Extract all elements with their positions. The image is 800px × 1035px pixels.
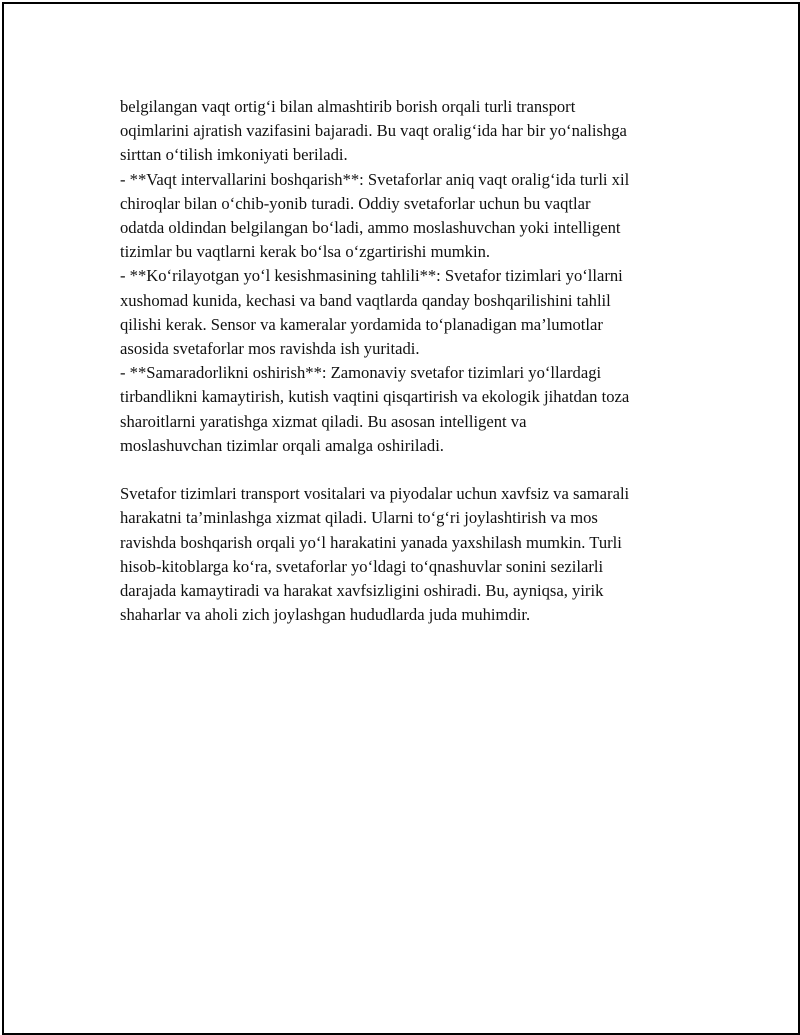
text-line: chiroqlar bilan o‘chib-yonib turadi. Oddiy svetaforlar uchun bu vaqtlar	[120, 193, 591, 213]
text-line: ravishda boshqarish orqali yo‘l harakatini yanada yaxshilash mumkin. Turli	[120, 532, 622, 552]
text-line: - **Ko‘rilayotgan yo‘l kesishmasining tahlili**: Svetafor tizimlari yo‘llarni	[120, 266, 623, 286]
text-line: tizimlar bu vaqtlarni kerak bo‘lsa o‘zgartirishi mumkin.	[120, 242, 491, 262]
document-body	[120, 95, 700, 627]
text-line: darajada kamaytiradi va harakat xavfsizligini oshiradi. Bu, ayniqsa, yirik	[120, 581, 604, 601]
text-line: qilishi kerak. Sensor va kameralar yordamida to‘planadigan ma’lumotlar	[120, 314, 603, 334]
paragraph-spacer	[120, 458, 700, 482]
document-page	[2, 2, 800, 1035]
text-line: asosida svetaforlar mos ravishda ish yuritadi.	[120, 339, 420, 359]
text-line: moslashuvchan tizimlar orqali amalga oshiriladi.	[120, 435, 444, 455]
text-line: oqimlarini ajratish vazifasini bajaradi. Bu vaqt oralig‘ida har bir yo‘nalishga	[120, 121, 627, 141]
text-line: Svetafor tizimlari transport vositalari va piyodalar uchun xavfsiz va samarali	[120, 484, 630, 504]
paragraph-traffic-light-functions	[120, 95, 700, 458]
text-line: - **Samaradorlikni oshirish**: Zamonaviy svetafor tizimlari yo‘llardagi	[120, 363, 602, 383]
text-line: sharoitlarni yaratishga xizmat qiladi. Bu asosan intelligent va	[120, 411, 527, 431]
text-line: xushomad kunida, kechasi va band vaqtlarda qanday boshqarilishini tahlil	[120, 290, 611, 310]
text-line: hisob-kitoblarga ko‘ra, svetaforlar yo‘ldagi to‘qnashuvlar sonini sezilarli	[120, 556, 604, 576]
text-line: shaharlar va aholi zich joylashgan hududlarda juda muhimdir.	[120, 605, 531, 625]
text-line: sirttan o‘tilish imkoniyati beriladi.	[120, 145, 348, 165]
text-line: harakatni ta’minlashga xizmat qiladi. Ularni to‘g‘ri joylashtirish va mos	[120, 508, 598, 528]
text-line: - **Vaqt intervallarini boshqarish**: Svetaforlar aniq vaqt oralig‘ida turli xil	[120, 169, 630, 189]
text-line: odatda oldindan belgilangan bo‘ladi, ammo moslashuvchan yoki intelligent	[120, 218, 621, 238]
text-line: belgilangan vaqt ortig‘i bilan almashtirib borish orqali turli transport	[120, 97, 576, 116]
text-line: tirbandlikni kamaytirish, kutish vaqtini qisqartirish va ekologik jihatdan toza	[120, 387, 630, 407]
paragraph-conclusion	[120, 482, 700, 627]
